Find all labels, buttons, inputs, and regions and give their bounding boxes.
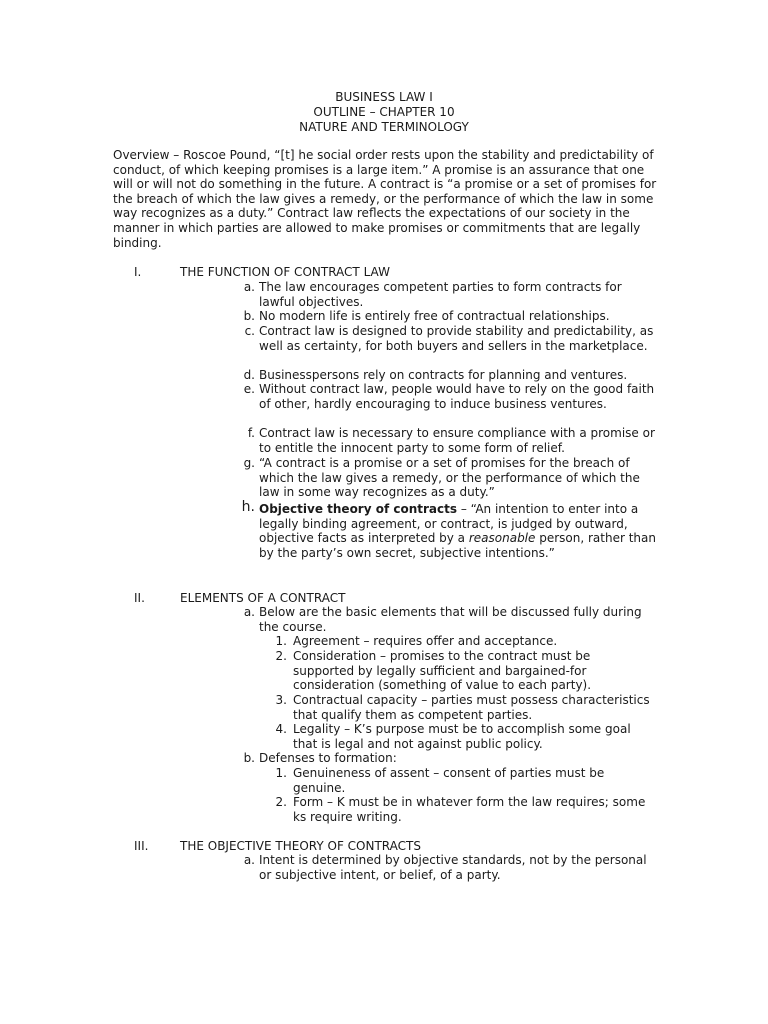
list-marker: c.: [244, 324, 255, 338]
sub-list-item: [275, 795, 653, 824]
list-item: [243, 368, 659, 383]
objective-theory-text-2: person, rather than by the party’s own secret, subjective intentions.”: [259, 531, 656, 560]
doc-title-topic: NATURE AND TERMINOLOGY: [299, 120, 469, 134]
section-2-heading: ELEMENTS OF A CONTRACT: [180, 591, 346, 605]
sub-list-marker: 2.: [275, 649, 287, 663]
list-item: [244, 324, 659, 353]
sub-list-item-text: Genuineness of assent – consent of parties must be genuine.: [293, 766, 605, 795]
list-marker: e.: [243, 382, 255, 396]
list-item-text: Businesspersons rely on contracts for planning and ventures.: [259, 368, 628, 382]
reasonable-term: reasonable: [468, 531, 536, 546]
list-item-text: “A contract is a promise or a set of promises for the breach of which the law gives a remedy, or the performance of which the law in some way recognizes as a duty.”: [259, 456, 640, 500]
list-item-text: Intent is determined by objective standards, not by the personal or subjective intent, or belief, of a party.: [259, 853, 647, 882]
objective-theory-term: Objective theory of contracts: [259, 502, 458, 516]
list-item-text: Below are the basic elements that will be discussed fully during the course.: [259, 605, 642, 634]
list-item-objective-theory: [241, 499, 659, 560]
list-item: [243, 456, 659, 500]
list-item-text: Contract law is necessary to ensure compliance with a promise or to entitle the innocent party to some form of relief.: [259, 426, 655, 455]
list-marker: h.: [241, 499, 255, 515]
list-item-text: No modern life is entirely free of contractual relationships.: [259, 309, 610, 323]
sub-list-item-text: Form – K must be in whatever form the law requires; some ks require writing.: [293, 795, 646, 824]
sub-list-item-text: Legality – K’s purpose must be to accomplish some goal that is legal and not against public policy.: [293, 722, 631, 751]
list-marker: a.: [243, 853, 255, 867]
list-marker: a.: [243, 605, 255, 619]
doc-title-course: BUSINESS LAW I: [335, 90, 433, 104]
sub-list-marker: 2.: [275, 795, 287, 809]
list-item: [243, 280, 659, 309]
section-3-number: III.: [134, 839, 149, 853]
list-item: [243, 382, 659, 411]
section-3-heading: THE OBJECTIVE THEORY OF CONTRACTS: [180, 839, 421, 853]
overview-paragraph: Overview – Roscoe Pound, “[t] he social order rests upon the stability and predictability of conduct, of which keeping promises is a large item.” A promise is an assurance that one will or will not do something in the future. A contract is “a promise or a set of promises for the breach of which the law gives a remedy, or the performance of which the law in some way recognizes as a duty.” Contract law reflects the expectations of our society in the manner in which parties are allowed to make promises or commitments that are legally binding.: [113, 148, 657, 250]
list-marker: f.: [247, 426, 255, 440]
list-marker: g.: [243, 456, 255, 470]
list-item: [247, 426, 659, 455]
list-item: [243, 605, 659, 634]
list-marker: a.: [243, 280, 255, 294]
section-1-number: I.: [134, 265, 142, 279]
objective-theory-text-1: – “An intention to enter into a legally binding agreement, or contract, is judged by outward, objective facts as interpreted by a: [259, 502, 639, 546]
sub-list-item-text: Consideration – promises to the contract must be supported by legally sufficient and bargained-for consideration (something of value to each party).: [293, 649, 592, 693]
list-item-text: Contract law is designed to provide stability and predictability, as well as certainty, for both buyers and sellers in the marketplace.: [259, 324, 654, 353]
doc-title-outline: OUTLINE – CHAPTER 10: [313, 105, 455, 119]
sub-list-marker: 1.: [275, 634, 287, 648]
sub-list-item: [275, 722, 653, 751]
section-1-heading: THE FUNCTION OF CONTRACT LAW: [180, 265, 390, 279]
section-2-number: II.: [134, 591, 145, 605]
sub-list-item: [275, 693, 653, 722]
list-marker: b.: [243, 309, 255, 323]
sub-list-item: [275, 766, 653, 795]
sub-list-item: [275, 649, 653, 693]
sub-list-item-text: Agreement – requires offer and acceptance.: [293, 634, 558, 648]
list-item: [243, 309, 659, 324]
sub-list-item: [275, 634, 653, 649]
list-item-text: Defenses to formation:: [259, 751, 397, 765]
list-item: [243, 751, 659, 766]
list-item: [243, 853, 659, 882]
list-item-text: Without contract law, people would have to rely on the good faith of other, hardly encouraging to induce business ventures.: [259, 382, 655, 411]
sub-list-item-text: Contractual capacity – parties must possess characteristics that qualify them as competent parties.: [293, 693, 650, 722]
list-marker: b.: [243, 751, 255, 765]
sub-list-marker: 1.: [275, 766, 287, 780]
sub-list-marker: 4.: [275, 722, 287, 736]
list-marker: d.: [243, 368, 255, 382]
list-item-text: The law encourages competent parties to form contracts for lawful objectives.: [259, 280, 622, 309]
sub-list-marker: 3.: [275, 693, 287, 707]
